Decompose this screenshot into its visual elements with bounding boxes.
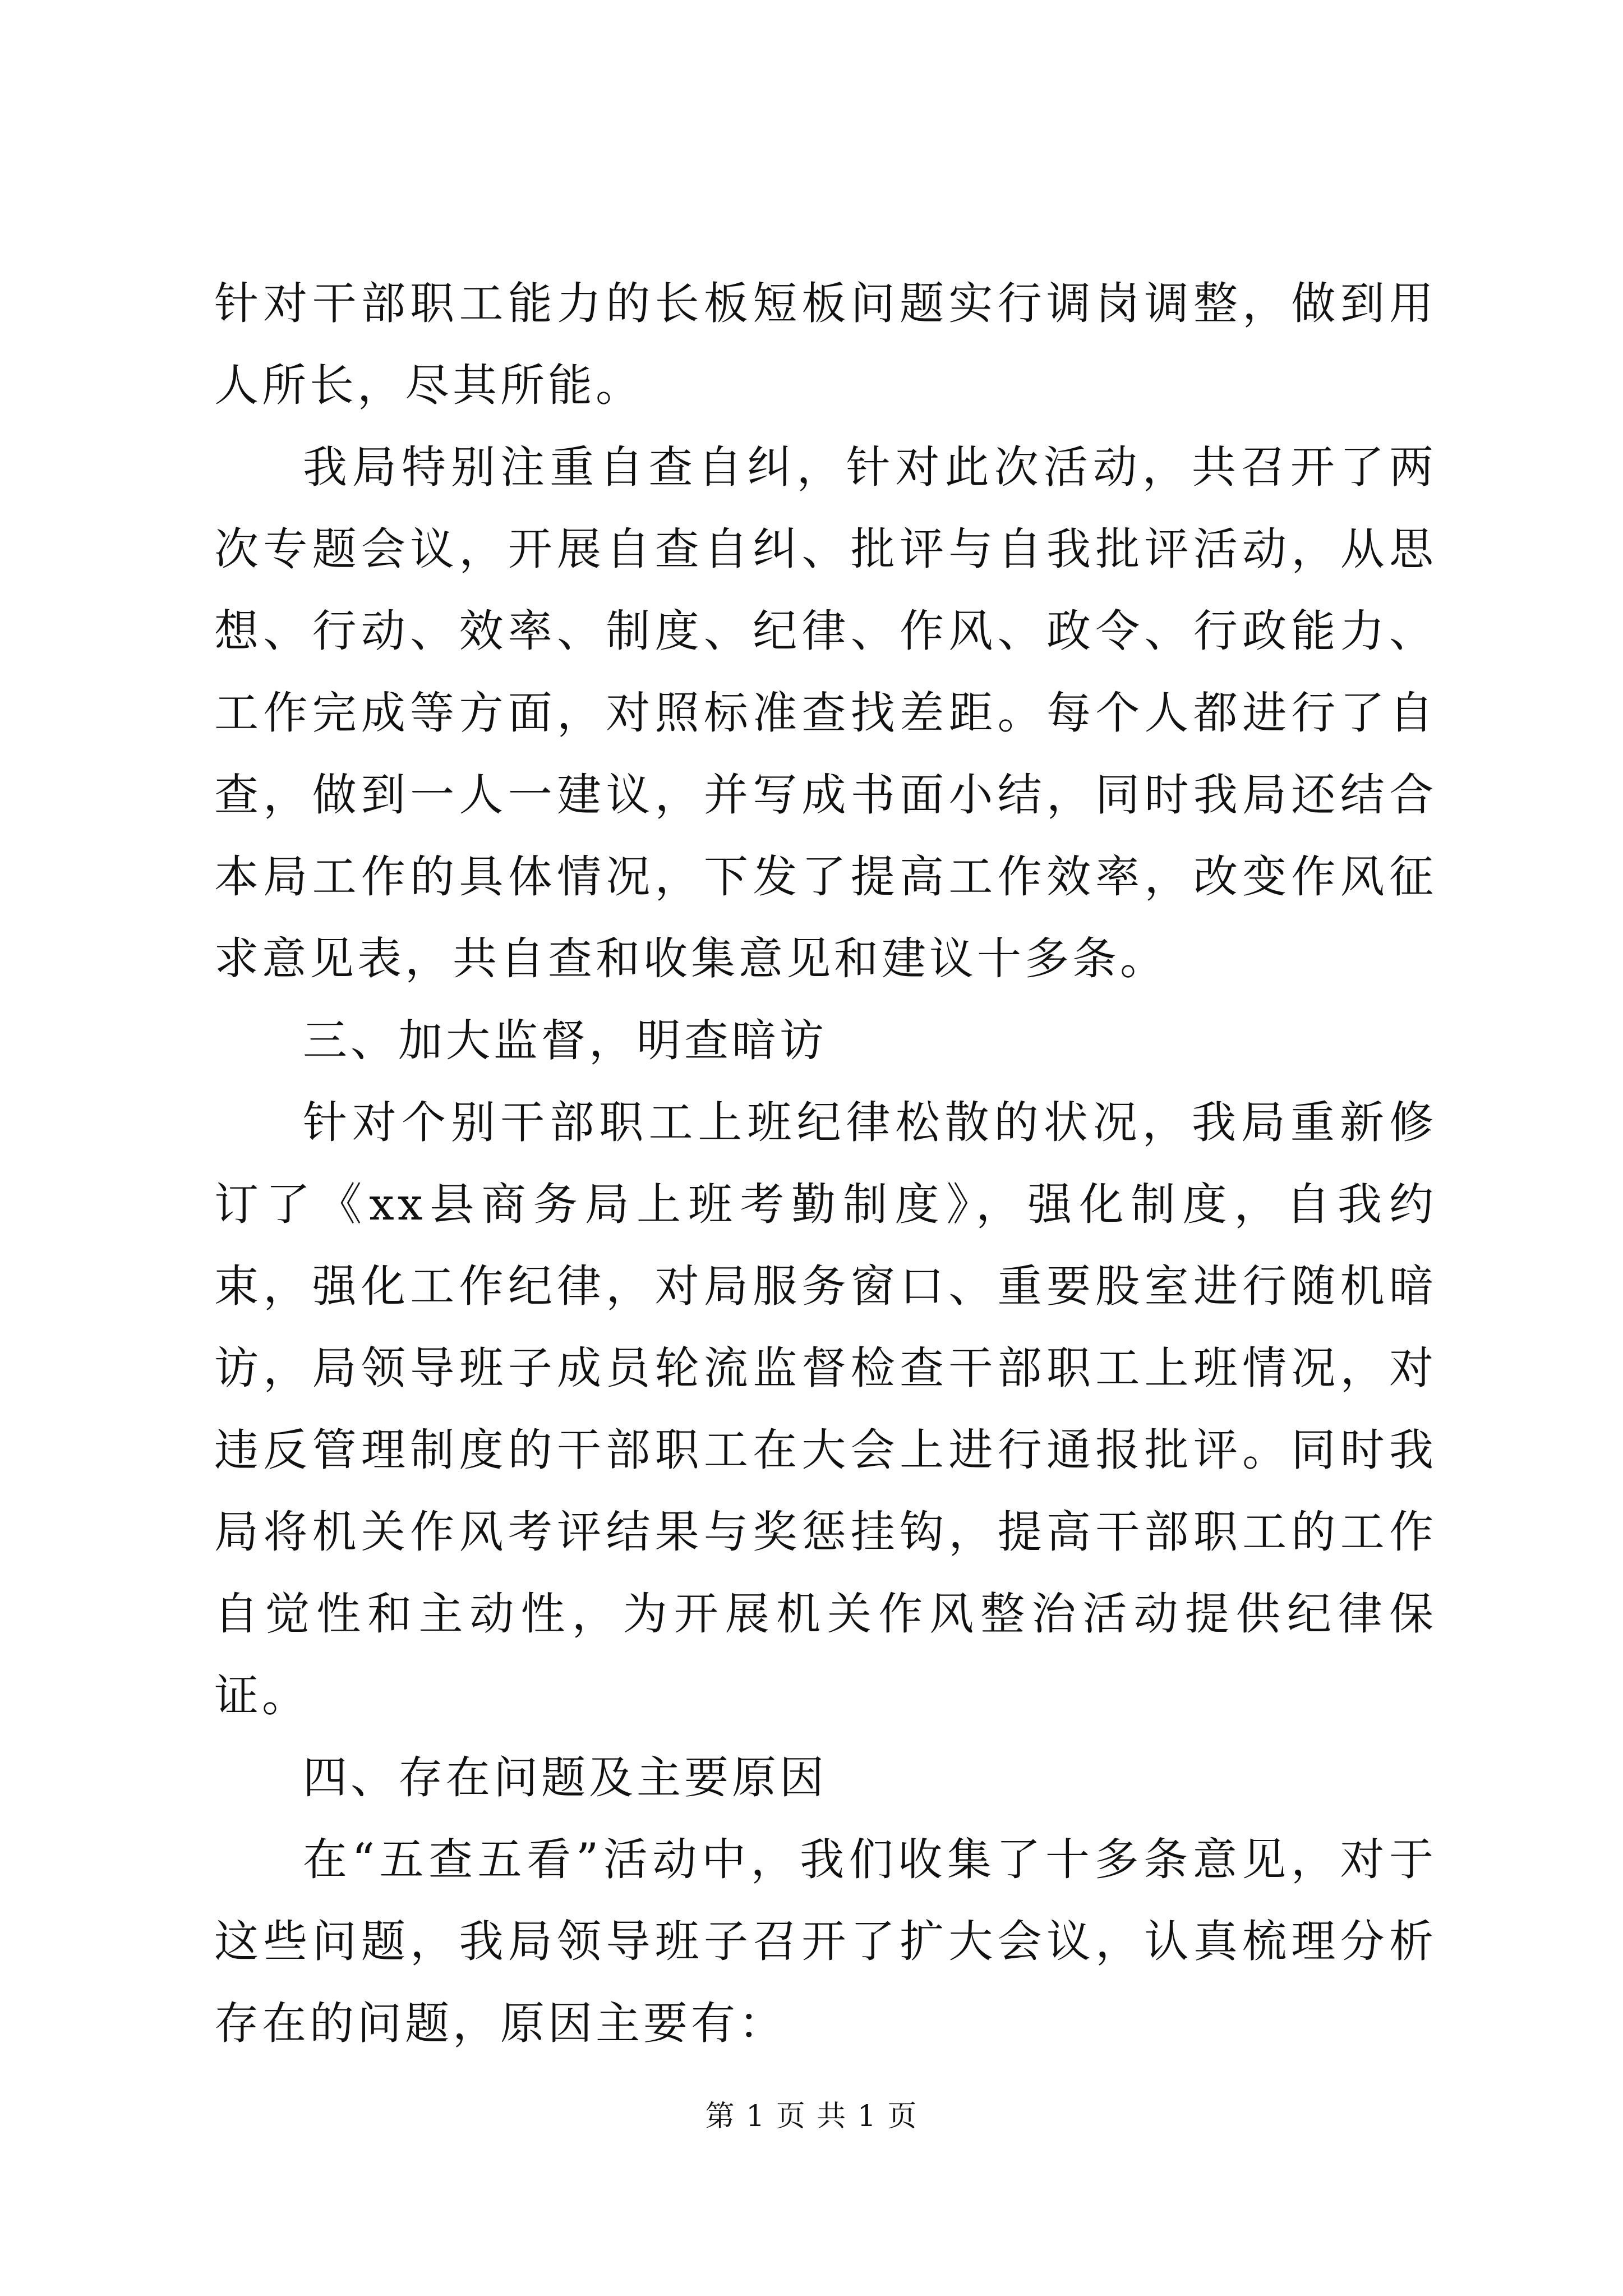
document-body bbox=[214, 263, 1437, 2064]
section-heading-supervision: 三、加大监督，明查暗访 bbox=[303, 1015, 827, 1066]
paragraph-supervision: 针对个别干部职工上班纪律松散的状况，我局重新修订了《xx县商务局上班考勤制度》，强化制度，自我约束，强化工作纪律，对局服务窗口、重要股室进行随机暗访，局领导班子成员轮流监督检查干部职工上班情况，对违反管理制度的干部职工在大会上进行通报批评。同时我局将机关作风考评结果与奖惩挂钩，提高干部职工的工作自觉性和主动性，为开展机关作风整治活动提供纪律保证。 bbox=[214, 1097, 1437, 1722]
page-number-footer: 第 1 页 共 1 页 bbox=[705, 2100, 918, 2133]
paragraph-continuation: 针对干部职工能力的长板短板问题实行调岗调整，做到用人所长，尽其所能。 bbox=[214, 278, 1437, 411]
section-heading-problems: 四、存在问题及主要原因 bbox=[303, 1752, 827, 1803]
paragraph-problems: 在“五查五看”活动中，我们收集了十多条意见，对于这些问题，我局领导班子召开了扩大会议，认真梳理分析存在的问题，原因主要有： bbox=[214, 1834, 1437, 2049]
paragraph-self-inspection: 我局特别注重自查自纠，针对此次活动，共召开了两次专题会议，开展自查自纠、批评与自我批评活动，从思想、行动、效率、制度、纪律、作风、政令、行政能力、工作完成等方面，对照标准查找差距。每个人都进行了自查，做到一人一建议，并写成书面小结，同时我局还结合本局工作的具体情况，下发了提高工作效率，改变作风征求意见表，共自查和收集意见和建议十多条。 bbox=[214, 441, 1437, 984]
